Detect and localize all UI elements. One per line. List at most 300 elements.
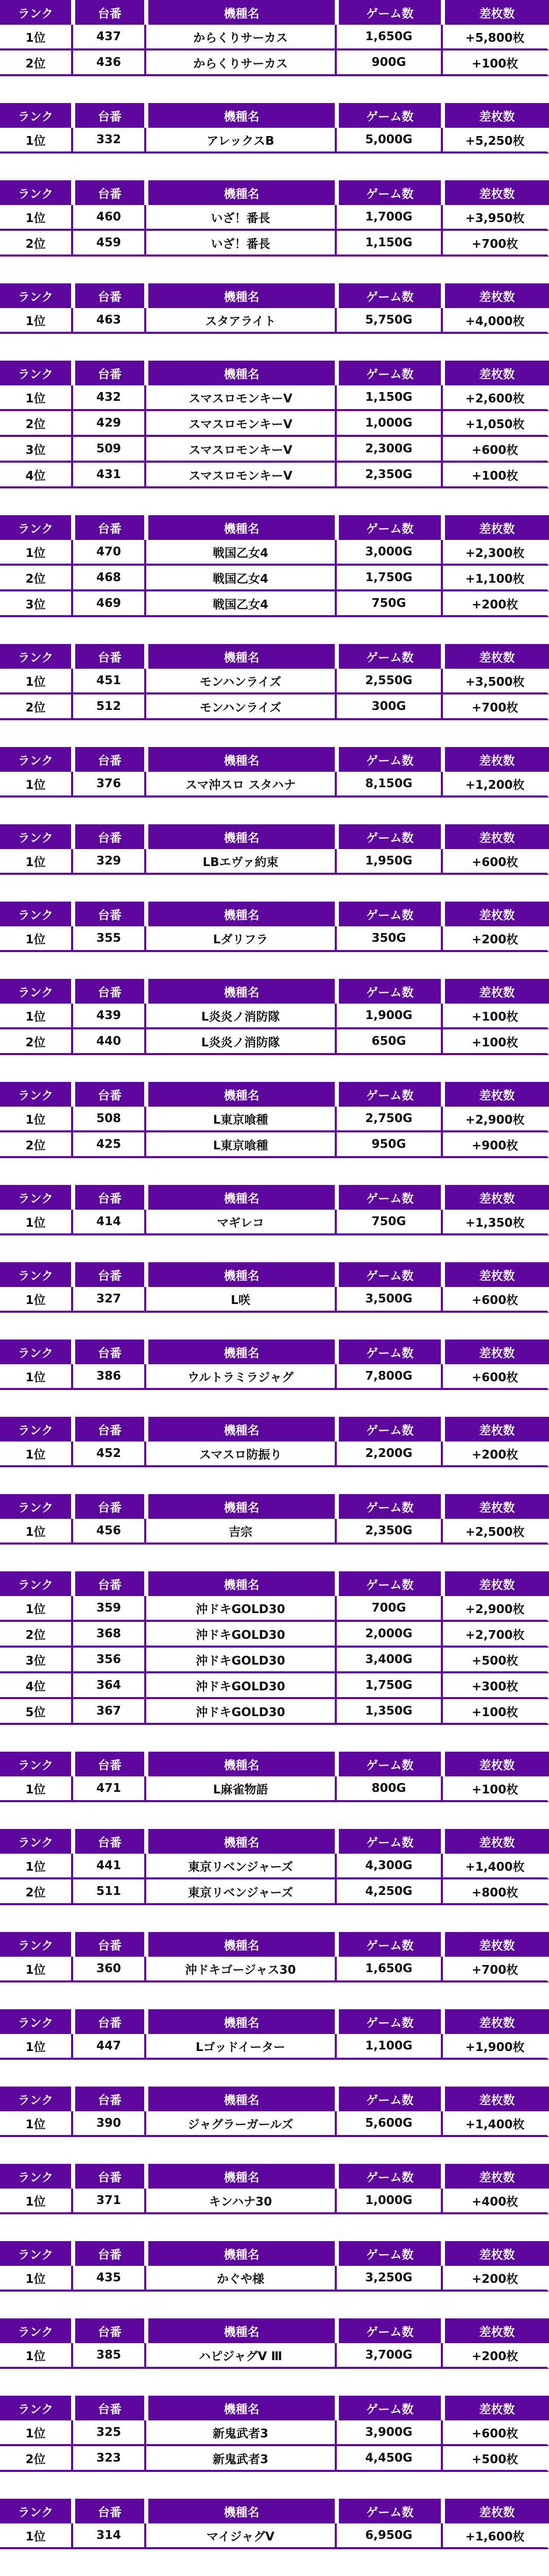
ranking-table-block [0,515,549,617]
column-header-unit: 台番 [73,1571,146,1596]
column-header-games: ゲーム数 [337,283,443,308]
unit-number-cell: 376 [73,772,146,798]
diff-coins-cell: +100枚 [443,50,549,76]
column-header-machine: 機種名 [146,1829,337,1854]
column-header-diff: 差枚数 [443,1082,549,1107]
column-header-games: ゲーム数 [337,0,443,25]
unit-number-cell: 508 [73,1107,146,1132]
table-row [0,2266,549,2292]
machine-name-cell: スマスロ防振り [146,1442,337,1467]
machine-name-cell: スマスロモンキーV [146,437,337,463]
table-header-row [0,644,549,669]
rank-cell: 1位 [0,1210,73,1235]
column-header-diff: 差枚数 [443,1752,549,1776]
column-header-machine: 機種名 [146,644,337,669]
ranking-table [0,1185,549,1235]
rank-cell: 2位 [0,231,73,257]
machine-name-cell: アレックスB [146,128,337,154]
table-row [0,463,549,488]
column-header-diff: 差枚数 [443,1829,549,1854]
column-header-machine: 機種名 [146,824,337,849]
table-row [0,1029,549,1055]
column-header-machine: 機種名 [146,1752,337,1776]
column-header-diff: 差枚数 [443,1262,549,1287]
game-count-cell: 800G [337,1776,443,1802]
ranking-table [0,1571,549,1725]
column-header-diff: 差枚数 [443,2318,549,2343]
table-row [0,231,549,257]
diff-coins-cell: +2,500枚 [443,1519,549,1545]
diff-coins-cell: +2,300枚 [443,540,549,566]
table-header-row [0,979,549,1004]
table-header-row [0,1752,549,1776]
unit-number-cell: 509 [73,437,146,463]
table-row [0,308,549,334]
machine-name-cell: スマ沖スロ スタハナ [146,772,337,798]
table-row [0,50,549,76]
table-row [0,411,549,437]
table-row [0,1879,549,1905]
diff-coins-cell: +5,250枚 [443,128,549,154]
rank-cell: 1位 [0,1596,73,1622]
column-header-unit: 台番 [73,1185,146,1210]
rank-cell: 4位 [0,463,73,488]
column-header-rank: ランク [0,1829,73,1854]
unit-number-cell: 360 [73,1957,146,1982]
table-row [0,385,549,411]
unit-number-cell: 512 [73,694,146,720]
game-count-cell: 1,700G [337,205,443,231]
table-row [0,2420,549,2446]
rank-cell: 1位 [0,2266,73,2292]
rank-cell: 1位 [0,308,73,334]
column-header-diff: 差枚数 [443,2499,549,2523]
table-row [0,1854,549,1879]
table-row [0,1957,549,1982]
table-header-row [0,2499,549,2523]
table-row [0,2523,549,2549]
game-count-cell: 700G [337,1596,443,1622]
rank-cell: 1位 [0,2523,73,2549]
table-row [0,1364,549,1390]
machine-name-cell: ハピジャグV Ⅲ [146,2343,337,2369]
table-header-row [0,2396,549,2420]
table-row [0,1107,549,1132]
game-count-cell: 4,300G [337,1854,443,1879]
ranking-table [0,1417,549,1467]
column-header-rank: ランク [0,1752,73,1776]
machine-name-cell: 新鬼武者3 [146,2420,337,2446]
column-header-diff: 差枚数 [443,824,549,849]
machine-name-cell: スマスロモンキーV [146,463,337,488]
ranking-table [0,515,549,617]
column-header-diff: 差枚数 [443,2164,549,2189]
column-header-machine: 機種名 [146,0,337,25]
machine-name-cell: L炎炎ノ消防隊 [146,1029,337,1055]
column-header-rank: ランク [0,824,73,849]
column-header-unit: 台番 [73,2241,146,2266]
column-header-machine: 機種名 [146,1185,337,1210]
machine-name-cell: Lダリフラ [146,926,337,952]
column-header-unit: 台番 [73,1417,146,1442]
unit-number-cell: 456 [73,1519,146,1545]
unit-number-cell: 439 [73,1004,146,1029]
column-header-rank: ランク [0,361,73,385]
rank-cell: 1位 [0,1107,73,1132]
unit-number-cell: 356 [73,1648,146,1673]
ranking-table-block [0,1185,549,1235]
unit-number-cell: 325 [73,2420,146,2446]
column-header-rank: ランク [0,1932,73,1957]
ranking-table-block [0,2318,549,2369]
machine-name-cell: いざ！番長 [146,205,337,231]
table-header-row [0,2087,549,2111]
game-count-cell: 1,750G [337,566,443,591]
column-header-unit: 台番 [73,1082,146,1107]
ranking-table [0,824,549,875]
unit-number-cell: 314 [73,2523,146,2549]
column-header-games: ゲーム数 [337,2164,443,2189]
table-header-row [0,0,549,25]
table-row [0,591,549,617]
column-header-machine: 機種名 [146,1082,337,1107]
ranking-table-block [0,644,549,720]
diff-coins-cell: +200枚 [443,2266,549,2292]
machine-name-cell: L麻雀物語 [146,1776,337,1802]
table-header-row [0,1340,549,1364]
game-count-cell: 1,750G [337,1673,443,1699]
column-header-machine: 機種名 [146,747,337,772]
column-header-machine: 機種名 [146,2318,337,2343]
game-count-cell: 1,350G [337,1699,443,1725]
game-count-cell: 350G [337,926,443,952]
column-header-games: ゲーム数 [337,1752,443,1776]
column-header-diff: 差枚数 [443,283,549,308]
column-header-diff: 差枚数 [443,2241,549,2266]
ranking-table-block [0,103,549,154]
rank-cell: 1位 [0,2034,73,2060]
machine-name-cell: Lゴッドイーター [146,2034,337,2060]
ranking-table [0,2087,549,2137]
column-header-rank: ランク [0,283,73,308]
machine-name-cell: 沖ドキゴージャス30 [146,1957,337,1982]
rank-cell: 4位 [0,1673,73,1699]
table-row [0,540,549,566]
game-count-cell: 900G [337,50,443,76]
diff-coins-cell: +500枚 [443,2446,549,2472]
ranking-table [0,2241,549,2292]
column-header-rank: ランク [0,0,73,25]
table-header-row [0,747,549,772]
table-row [0,437,549,463]
ranking-table [0,2396,549,2472]
machine-name-cell: 東京リベンジャーズ [146,1854,337,1879]
column-header-machine: 機種名 [146,2009,337,2034]
table-header-row [0,1829,549,1854]
game-count-cell: 3,900G [337,2420,443,2446]
rank-cell: 3位 [0,591,73,617]
unit-number-cell: 511 [73,1879,146,1905]
column-header-games: ゲーム数 [337,2499,443,2523]
ranking-table-block [0,902,549,952]
column-header-games: ゲーム数 [337,1262,443,1287]
table-row [0,694,549,720]
column-header-diff: 差枚数 [443,979,549,1004]
column-header-machine: 機種名 [146,2241,337,2266]
table-header-row [0,1494,549,1519]
column-header-unit: 台番 [73,1752,146,1776]
table-row [0,1442,549,1467]
column-header-games: ゲーム数 [337,2009,443,2034]
game-count-cell: 3,700G [337,2343,443,2369]
table-header-row [0,2241,549,2266]
column-header-games: ゲーム数 [337,1185,443,1210]
machine-name-cell: 沖ドキGOLD30 [146,1673,337,1699]
rank-cell: 1位 [0,2111,73,2137]
ranking-table-block [0,283,549,334]
machine-name-cell: L咲 [146,1287,337,1313]
unit-number-cell: 451 [73,669,146,694]
unit-number-cell: 429 [73,411,146,437]
rank-cell: 1位 [0,25,73,50]
diff-coins-cell: +600枚 [443,849,549,875]
ranking-table-block [0,1752,549,1802]
column-header-machine: 機種名 [146,2087,337,2111]
diff-coins-cell: +500枚 [443,1648,549,1673]
ranking-table [0,2318,549,2369]
rank-cell: 1位 [0,772,73,798]
column-header-unit: 台番 [73,1340,146,1364]
game-count-cell: 1,000G [337,2189,443,2214]
machine-name-cell: L東京喰種 [146,1107,337,1132]
ranking-table-block [0,2241,549,2292]
ranking-table [0,644,549,720]
ranking-table [0,2164,549,2214]
column-header-unit: 台番 [73,361,146,385]
column-header-machine: 機種名 [146,103,337,128]
column-header-diff: 差枚数 [443,644,549,669]
column-header-diff: 差枚数 [443,902,549,926]
diff-coins-cell: +2,900枚 [443,1596,549,1622]
table-row [0,566,549,591]
column-header-games: ゲーム数 [337,824,443,849]
machine-name-cell: 沖ドキGOLD30 [146,1699,337,1725]
column-header-machine: 機種名 [146,180,337,205]
column-header-unit: 台番 [73,824,146,849]
column-header-games: ゲーム数 [337,103,443,128]
ranking-table [0,0,549,76]
rank-cell: 2位 [0,1879,73,1905]
table-header-row [0,515,549,540]
unit-number-cell: 441 [73,1854,146,1879]
ranking-table [0,902,549,952]
ranking-table [0,1494,549,1545]
column-header-games: ゲーム数 [337,361,443,385]
rank-cell: 1位 [0,2343,73,2369]
diff-coins-cell: +100枚 [443,1029,549,1055]
column-header-rank: ランク [0,2241,73,2266]
column-header-unit: 台番 [73,902,146,926]
column-header-unit: 台番 [73,2164,146,2189]
column-header-rank: ランク [0,180,73,205]
table-row [0,1776,549,1802]
column-header-games: ゲーム数 [337,2318,443,2343]
rank-cell: 2位 [0,2446,73,2472]
rank-cell: 2位 [0,694,73,720]
rank-cell: 3位 [0,1648,73,1673]
table-row [0,1004,549,1029]
diff-coins-cell: +3,950枚 [443,205,549,231]
ranking-table [0,747,549,798]
game-count-cell: 2,300G [337,437,443,463]
column-header-rank: ランク [0,515,73,540]
table-row [0,2034,549,2060]
column-header-games: ゲーム数 [337,1829,443,1854]
rank-cell: 1位 [0,1519,73,1545]
table-row [0,1132,549,1158]
rank-cell: 2位 [0,1132,73,1158]
unit-number-cell: 386 [73,1364,146,1390]
column-header-machine: 機種名 [146,1932,337,1957]
ranking-table [0,1932,549,1982]
column-header-rank: ランク [0,1185,73,1210]
table-header-row [0,180,549,205]
column-header-unit: 台番 [73,283,146,308]
machine-name-cell: マギレコ [146,1210,337,1235]
column-header-unit: 台番 [73,103,146,128]
column-header-machine: 機種名 [146,1262,337,1287]
unit-number-cell: 463 [73,308,146,334]
column-header-rank: ランク [0,644,73,669]
diff-coins-cell: +400枚 [443,2189,549,2214]
game-count-cell: 1,900G [337,1004,443,1029]
column-header-diff: 差枚数 [443,180,549,205]
column-header-machine: 機種名 [146,1417,337,1442]
game-count-cell: 2,550G [337,669,443,694]
game-count-cell: 1,650G [337,25,443,50]
diff-coins-cell: +700枚 [443,1957,549,1982]
table-header-row [0,2318,549,2343]
table-header-row [0,1262,549,1287]
column-header-machine: 機種名 [146,2499,337,2523]
game-count-cell: 7,800G [337,1364,443,1390]
column-header-games: ゲーム数 [337,1417,443,1442]
machine-name-cell: LBエヴァ約束 [146,849,337,875]
unit-number-cell: 468 [73,566,146,591]
ranking-table-block [0,2499,549,2549]
table-row [0,1519,549,1545]
game-count-cell: 4,450G [337,2446,443,2472]
rank-cell: 2位 [0,566,73,591]
column-header-games: ゲーム数 [337,1082,443,1107]
unit-number-cell: 364 [73,1673,146,1699]
machine-name-cell: スマスロモンキーV [146,411,337,437]
column-header-rank: ランク [0,2087,73,2111]
table-header-row [0,103,549,128]
machine-name-cell: 戦国乙女4 [146,591,337,617]
column-header-games: ゲーム数 [337,2396,443,2420]
rank-cell: 1位 [0,2420,73,2446]
diff-coins-cell: +900枚 [443,1132,549,1158]
column-header-unit: 台番 [73,2499,146,2523]
column-header-games: ゲーム数 [337,1932,443,1957]
rank-cell: 1位 [0,1957,73,1982]
machine-name-cell: からくりサーカス [146,25,337,50]
column-header-unit: 台番 [73,979,146,1004]
diff-coins-cell: +600枚 [443,1287,549,1313]
machine-name-cell: 東京リベンジャーズ [146,1879,337,1905]
rank-cell: 1位 [0,1364,73,1390]
unit-number-cell: 355 [73,926,146,952]
game-count-cell: 750G [337,1210,443,1235]
unit-number-cell: 435 [73,2266,146,2292]
unit-number-cell: 385 [73,2343,146,2369]
ranking-table [0,1262,549,1313]
column-header-games: ゲーム数 [337,515,443,540]
table-row [0,772,549,798]
column-header-games: ゲーム数 [337,1571,443,1596]
rank-cell: 1位 [0,385,73,411]
column-header-rank: ランク [0,2164,73,2189]
ranking-table [0,103,549,154]
column-header-rank: ランク [0,902,73,926]
column-header-machine: 機種名 [146,1571,337,1596]
table-header-row [0,283,549,308]
machine-name-cell: ジャグラーガールズ [146,2111,337,2137]
column-header-unit: 台番 [73,1829,146,1854]
ranking-table-block [0,180,549,257]
column-header-games: ゲーム数 [337,902,443,926]
diff-coins-cell: +200枚 [443,591,549,617]
diff-coins-cell: +700枚 [443,694,549,720]
diff-coins-cell: +1,400枚 [443,1854,549,1879]
column-header-diff: 差枚数 [443,1494,549,1519]
column-header-unit: 台番 [73,1932,146,1957]
rank-cell: 1位 [0,849,73,875]
ranking-table [0,1752,549,1802]
column-header-unit: 台番 [73,747,146,772]
column-header-games: ゲーム数 [337,2087,443,2111]
ranking-table-block [0,2396,549,2472]
ranking-table-block [0,1340,549,1390]
rank-cell: 3位 [0,437,73,463]
unit-number-cell: 359 [73,1596,146,1622]
machine-name-cell: 戦国乙女4 [146,540,337,566]
column-header-diff: 差枚数 [443,747,549,772]
table-row [0,205,549,231]
column-header-unit: 台番 [73,2318,146,2343]
diff-coins-cell: +100枚 [443,463,549,488]
unit-number-cell: 437 [73,25,146,50]
unit-number-cell: 459 [73,231,146,257]
table-header-row [0,2009,549,2034]
machine-name-cell: スマスロモンキーV [146,385,337,411]
column-header-rank: ランク [0,1262,73,1287]
game-count-cell: 5,600G [337,2111,443,2137]
column-header-rank: ランク [0,1082,73,1107]
diff-coins-cell: +100枚 [443,1699,549,1725]
table-header-row [0,361,549,385]
diff-coins-cell: +700枚 [443,231,549,257]
diff-coins-cell: +200枚 [443,926,549,952]
game-count-cell: 950G [337,1132,443,1158]
table-row [0,1287,549,1313]
rank-cell: 1位 [0,128,73,154]
unit-number-cell: 371 [73,2189,146,2214]
column-header-games: ゲーム数 [337,747,443,772]
ranking-table [0,979,549,1055]
column-header-diff: 差枚数 [443,103,549,128]
